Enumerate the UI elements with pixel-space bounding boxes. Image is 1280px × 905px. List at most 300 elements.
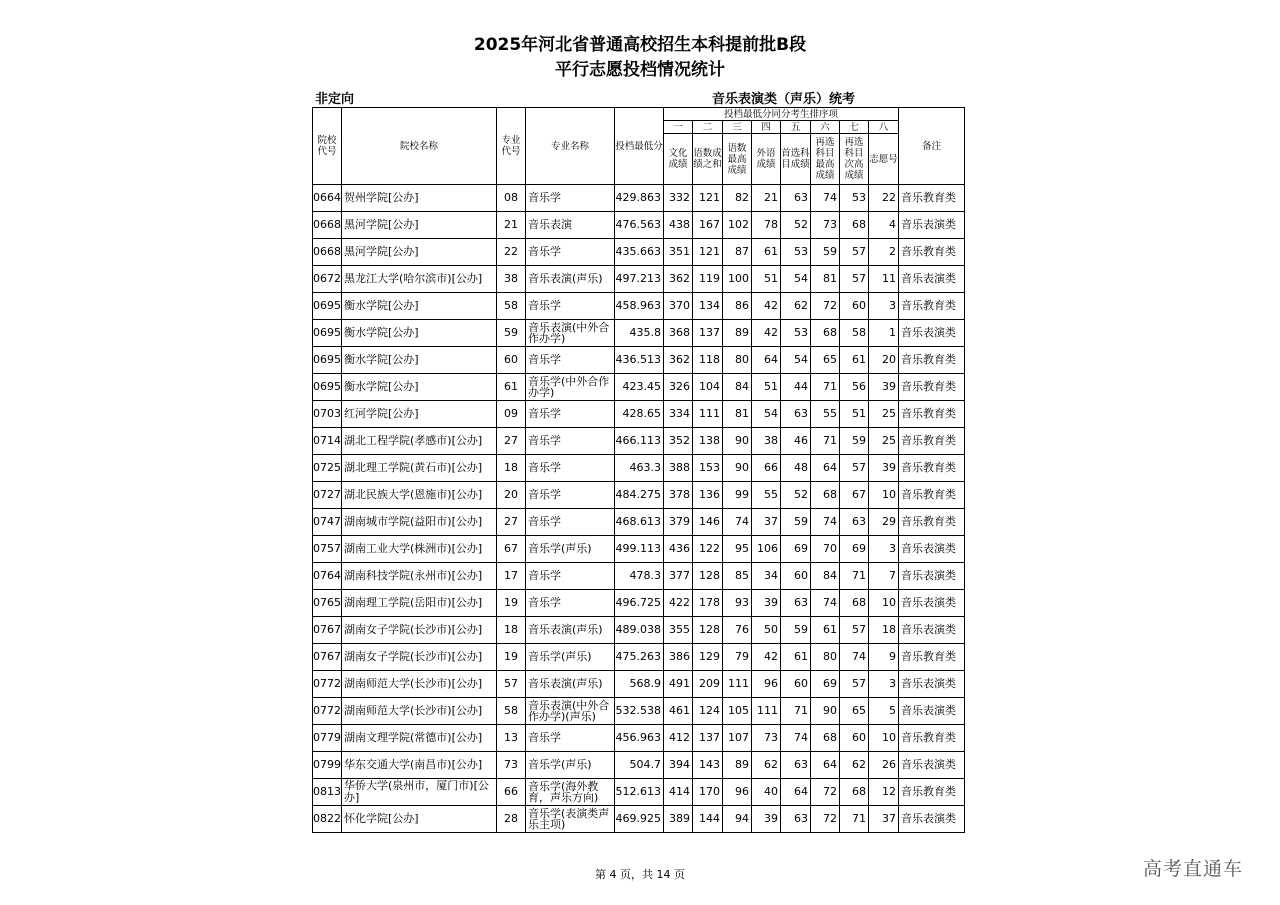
major-name-cell: 音乐学(声乐) bbox=[526, 644, 615, 671]
header-rank: 四 bbox=[752, 121, 781, 134]
school-name-cell: 华东交通大学(南昌市)[公办] bbox=[342, 752, 497, 779]
foreign-language-cell: 61 bbox=[752, 239, 781, 266]
reselect-max-cell: 64 bbox=[811, 455, 840, 482]
school-name-cell: 黑龙江大学(哈尔滨市)[公办] bbox=[342, 266, 497, 293]
header-culture-score: 文化成绩 bbox=[664, 134, 693, 185]
culture-score-cell: 461 bbox=[664, 698, 693, 725]
reselect-max-cell: 72 bbox=[811, 293, 840, 320]
min-score-cell: 463.3 bbox=[615, 455, 664, 482]
first-choice-cell: 63 bbox=[781, 185, 811, 212]
min-score-cell: 497.213 bbox=[615, 266, 664, 293]
table-row bbox=[313, 239, 965, 266]
min-score-cell: 435.663 bbox=[615, 239, 664, 266]
min-score-cell: 469.925 bbox=[615, 806, 664, 833]
table-row bbox=[313, 563, 965, 590]
culture-score-cell: 436 bbox=[664, 536, 693, 563]
choice-number-cell: 25 bbox=[869, 401, 899, 428]
culture-score-cell: 362 bbox=[664, 266, 693, 293]
reselect-second-cell: 71 bbox=[840, 563, 869, 590]
header-major-code: 专业代号 bbox=[497, 108, 526, 185]
reselect-second-cell: 57 bbox=[840, 455, 869, 482]
foreign-language-cell: 62 bbox=[752, 752, 781, 779]
choice-number-cell: 12 bbox=[869, 779, 899, 806]
header-school-code: 院校代号 bbox=[313, 108, 342, 185]
chinese-math-sum-cell: 128 bbox=[693, 563, 723, 590]
reselect-second-cell: 68 bbox=[840, 779, 869, 806]
table-row bbox=[313, 320, 965, 347]
table-row bbox=[313, 779, 965, 806]
chinese-math-sum-cell: 124 bbox=[693, 698, 723, 725]
major-code-cell: 59 bbox=[497, 320, 526, 347]
first-choice-cell: 61 bbox=[781, 644, 811, 671]
foreign-language-cell: 106 bbox=[752, 536, 781, 563]
chinese-math-sum-cell: 121 bbox=[693, 239, 723, 266]
major-name-cell: 音乐表演(声乐) bbox=[526, 671, 615, 698]
header-rank: 八 bbox=[869, 121, 899, 134]
table-row bbox=[313, 725, 965, 752]
school-code-cell: 0727 bbox=[313, 482, 342, 509]
table-row bbox=[313, 374, 965, 401]
school-name-cell: 湖北民族大学(恩施市)[公办] bbox=[342, 482, 497, 509]
reselect-second-cell: 59 bbox=[840, 428, 869, 455]
reselect-max-cell: 69 bbox=[811, 671, 840, 698]
note-cell: 音乐教育类 bbox=[899, 293, 965, 320]
table-row bbox=[313, 617, 965, 644]
reselect-max-cell: 68 bbox=[811, 482, 840, 509]
note-cell: 音乐表演类 bbox=[899, 563, 965, 590]
reselect-second-cell: 61 bbox=[840, 347, 869, 374]
note-cell: 音乐教育类 bbox=[899, 239, 965, 266]
chinese-math-max-cell: 89 bbox=[723, 752, 752, 779]
min-score-cell: 512.613 bbox=[615, 779, 664, 806]
reselect-max-cell: 72 bbox=[811, 779, 840, 806]
culture-score-cell: 386 bbox=[664, 644, 693, 671]
chinese-math-max-cell: 95 bbox=[723, 536, 752, 563]
school-name-cell: 湖南城市学院(益阳市)[公办] bbox=[342, 509, 497, 536]
note-cell: 音乐教育类 bbox=[899, 401, 965, 428]
major-name-cell: 音乐学 bbox=[526, 239, 615, 266]
min-score-cell: 496.725 bbox=[615, 590, 664, 617]
major-code-cell: 13 bbox=[497, 725, 526, 752]
major-name-cell: 音乐学 bbox=[526, 563, 615, 590]
reselect-second-cell: 51 bbox=[840, 401, 869, 428]
note-cell: 音乐表演类 bbox=[899, 671, 965, 698]
choice-number-cell: 5 bbox=[869, 698, 899, 725]
min-score-cell: 466.113 bbox=[615, 428, 664, 455]
chinese-math-sum-cell: 121 bbox=[693, 185, 723, 212]
chinese-math-max-cell: 89 bbox=[723, 320, 752, 347]
first-choice-cell: 69 bbox=[781, 536, 811, 563]
table-row bbox=[313, 698, 965, 725]
culture-score-cell: 412 bbox=[664, 725, 693, 752]
header-min-score: 投档最低分 bbox=[615, 108, 664, 185]
note-cell: 音乐教育类 bbox=[899, 185, 965, 212]
header-note: 备注 bbox=[899, 108, 965, 185]
admission-table bbox=[312, 107, 965, 833]
table-row bbox=[313, 428, 965, 455]
foreign-language-cell: 42 bbox=[752, 293, 781, 320]
choice-number-cell: 20 bbox=[869, 347, 899, 374]
foreign-language-cell: 21 bbox=[752, 185, 781, 212]
school-name-cell: 华侨大学(泉州市，厦门市)[公办] bbox=[342, 779, 497, 806]
choice-number-cell: 3 bbox=[869, 536, 899, 563]
reselect-max-cell: 70 bbox=[811, 536, 840, 563]
table-row bbox=[313, 293, 965, 320]
chinese-math-max-cell: 86 bbox=[723, 293, 752, 320]
school-name-cell: 湖南理工学院(岳阳市)[公办] bbox=[342, 590, 497, 617]
min-score-cell: 429.863 bbox=[615, 185, 664, 212]
chinese-math-max-cell: 76 bbox=[723, 617, 752, 644]
chinese-math-max-cell: 102 bbox=[723, 212, 752, 239]
reselect-second-cell: 74 bbox=[840, 644, 869, 671]
table-row bbox=[313, 482, 965, 509]
header-rank: 三 bbox=[723, 121, 752, 134]
reselect-second-cell: 57 bbox=[840, 266, 869, 293]
first-choice-cell: 63 bbox=[781, 590, 811, 617]
choice-number-cell: 3 bbox=[869, 671, 899, 698]
chinese-math-max-cell: 100 bbox=[723, 266, 752, 293]
chinese-math-sum-cell: 137 bbox=[693, 725, 723, 752]
foreign-language-cell: 55 bbox=[752, 482, 781, 509]
culture-score-cell: 388 bbox=[664, 455, 693, 482]
school-name-cell: 湖南女子学院(长沙市)[公办] bbox=[342, 644, 497, 671]
reselect-second-cell: 68 bbox=[840, 590, 869, 617]
chinese-math-max-cell: 84 bbox=[723, 374, 752, 401]
choice-number-cell: 39 bbox=[869, 374, 899, 401]
table-row bbox=[313, 509, 965, 536]
reselect-max-cell: 73 bbox=[811, 212, 840, 239]
major-code-cell: 09 bbox=[497, 401, 526, 428]
table-row bbox=[313, 185, 965, 212]
reselect-max-cell: 90 bbox=[811, 698, 840, 725]
school-code-cell: 0772 bbox=[313, 698, 342, 725]
header-first-choice: 首选科目成绩 bbox=[781, 134, 811, 185]
choice-number-cell: 26 bbox=[869, 752, 899, 779]
school-code-cell: 0725 bbox=[313, 455, 342, 482]
major-name-cell: 音乐学 bbox=[526, 428, 615, 455]
school-name-cell: 黑河学院[公办] bbox=[342, 212, 497, 239]
header-rank: 一 bbox=[664, 121, 693, 134]
culture-score-cell: 378 bbox=[664, 482, 693, 509]
chinese-math-sum-cell: 137 bbox=[693, 320, 723, 347]
major-code-cell: 18 bbox=[497, 617, 526, 644]
culture-score-cell: 326 bbox=[664, 374, 693, 401]
min-score-cell: 499.113 bbox=[615, 536, 664, 563]
school-name-cell: 湖南师范大学(长沙市)[公办] bbox=[342, 698, 497, 725]
first-choice-cell: 59 bbox=[781, 617, 811, 644]
chinese-math-sum-cell: 178 bbox=[693, 590, 723, 617]
chinese-math-sum-cell: 122 bbox=[693, 536, 723, 563]
header-choice-number: 志愿号 bbox=[869, 134, 899, 185]
foreign-language-cell: 54 bbox=[752, 401, 781, 428]
note-cell: 音乐表演类 bbox=[899, 752, 965, 779]
choice-number-cell: 9 bbox=[869, 644, 899, 671]
school-code-cell: 0747 bbox=[313, 509, 342, 536]
reselect-max-cell: 84 bbox=[811, 563, 840, 590]
culture-score-cell: 377 bbox=[664, 563, 693, 590]
school-code-cell: 0767 bbox=[313, 644, 342, 671]
school-code-cell: 0765 bbox=[313, 590, 342, 617]
chinese-math-max-cell: 90 bbox=[723, 428, 752, 455]
choice-number-cell: 3 bbox=[869, 293, 899, 320]
major-code-cell: 67 bbox=[497, 536, 526, 563]
culture-score-cell: 389 bbox=[664, 806, 693, 833]
chinese-math-sum-cell: 209 bbox=[693, 671, 723, 698]
culture-score-cell: 422 bbox=[664, 590, 693, 617]
major-code-cell: 08 bbox=[497, 185, 526, 212]
chinese-math-max-cell: 82 bbox=[723, 185, 752, 212]
school-code-cell: 0664 bbox=[313, 185, 342, 212]
foreign-language-cell: 42 bbox=[752, 320, 781, 347]
note-cell: 音乐教育类 bbox=[899, 509, 965, 536]
school-code-cell: 0695 bbox=[313, 347, 342, 374]
chinese-math-sum-cell: 153 bbox=[693, 455, 723, 482]
chinese-math-sum-cell: 118 bbox=[693, 347, 723, 374]
note-cell: 音乐教育类 bbox=[899, 779, 965, 806]
major-name-cell: 音乐学 bbox=[526, 185, 615, 212]
major-code-cell: 27 bbox=[497, 428, 526, 455]
first-choice-cell: 48 bbox=[781, 455, 811, 482]
header-chinese-math-max: 语数最高成绩 bbox=[723, 134, 752, 185]
header-rank: 六 bbox=[811, 121, 840, 134]
school-code-cell: 0764 bbox=[313, 563, 342, 590]
culture-score-cell: 394 bbox=[664, 752, 693, 779]
school-name-cell: 衡水学院[公办] bbox=[342, 347, 497, 374]
choice-number-cell: 39 bbox=[869, 455, 899, 482]
major-name-cell: 音乐表演(中外合作办学) bbox=[526, 320, 615, 347]
reselect-max-cell: 80 bbox=[811, 644, 840, 671]
school-code-cell: 0703 bbox=[313, 401, 342, 428]
chinese-math-max-cell: 93 bbox=[723, 590, 752, 617]
school-name-cell: 衡水学院[公办] bbox=[342, 320, 497, 347]
school-code-cell: 0772 bbox=[313, 671, 342, 698]
table-body bbox=[313, 185, 965, 833]
page-subtitle: 平行志愿投档情况统计 bbox=[555, 60, 725, 80]
chinese-math-max-cell: 99 bbox=[723, 482, 752, 509]
choice-number-cell: 1 bbox=[869, 320, 899, 347]
major-name-cell: 音乐学(表演类声乐主项) bbox=[526, 806, 615, 833]
header-school-name: 院校名称 bbox=[342, 108, 497, 185]
chinese-math-max-cell: 81 bbox=[723, 401, 752, 428]
note-cell: 音乐教育类 bbox=[899, 428, 965, 455]
min-score-cell: 532.538 bbox=[615, 698, 664, 725]
first-choice-cell: 63 bbox=[781, 401, 811, 428]
chinese-math-sum-cell: 119 bbox=[693, 266, 723, 293]
chinese-math-sum-cell: 129 bbox=[693, 644, 723, 671]
category-label: 非定向 bbox=[315, 92, 355, 107]
major-name-cell: 音乐学(海外教育，声乐方向) bbox=[526, 779, 615, 806]
first-choice-cell: 52 bbox=[781, 482, 811, 509]
foreign-language-cell: 39 bbox=[752, 590, 781, 617]
major-name-cell: 音乐表演(声乐) bbox=[526, 617, 615, 644]
major-name-cell: 音乐学 bbox=[526, 293, 615, 320]
header-rank: 二 bbox=[693, 121, 723, 134]
school-name-cell: 怀化学院[公办] bbox=[342, 806, 497, 833]
foreign-language-cell: 96 bbox=[752, 671, 781, 698]
major-code-cell: 58 bbox=[497, 698, 526, 725]
first-choice-cell: 74 bbox=[781, 725, 811, 752]
min-score-cell: 568.9 bbox=[615, 671, 664, 698]
major-code-cell: 20 bbox=[497, 482, 526, 509]
chinese-math-max-cell: 85 bbox=[723, 563, 752, 590]
school-name-cell: 湖南师范大学(长沙市)[公办] bbox=[342, 671, 497, 698]
major-name-cell: 音乐学(声乐) bbox=[526, 752, 615, 779]
first-choice-cell: 52 bbox=[781, 212, 811, 239]
foreign-language-cell: 37 bbox=[752, 509, 781, 536]
school-code-cell: 0695 bbox=[313, 374, 342, 401]
culture-score-cell: 351 bbox=[664, 239, 693, 266]
reselect-max-cell: 74 bbox=[811, 509, 840, 536]
header-reselect-second: 再选科目次高成绩 bbox=[840, 134, 869, 185]
table-row bbox=[313, 212, 965, 239]
choice-number-cell: 11 bbox=[869, 266, 899, 293]
chinese-math-sum-cell: 128 bbox=[693, 617, 723, 644]
first-choice-cell: 46 bbox=[781, 428, 811, 455]
chinese-math-max-cell: 90 bbox=[723, 455, 752, 482]
culture-score-cell: 368 bbox=[664, 320, 693, 347]
major-name-cell: 音乐学 bbox=[526, 482, 615, 509]
min-score-cell: 436.513 bbox=[615, 347, 664, 374]
note-cell: 音乐教育类 bbox=[899, 455, 965, 482]
chinese-math-sum-cell: 146 bbox=[693, 509, 723, 536]
table-header bbox=[313, 108, 965, 185]
note-cell: 音乐表演类 bbox=[899, 536, 965, 563]
foreign-language-cell: 51 bbox=[752, 374, 781, 401]
school-name-cell: 湖南文理学院(常德市)[公办] bbox=[342, 725, 497, 752]
chinese-math-sum-cell: 170 bbox=[693, 779, 723, 806]
school-code-cell: 0757 bbox=[313, 536, 342, 563]
reselect-second-cell: 57 bbox=[840, 239, 869, 266]
note-cell: 音乐教育类 bbox=[899, 725, 965, 752]
chinese-math-max-cell: 94 bbox=[723, 806, 752, 833]
reselect-max-cell: 59 bbox=[811, 239, 840, 266]
min-score-cell: 458.963 bbox=[615, 293, 664, 320]
page-footer: 第 4 页，共 14 页 bbox=[595, 868, 685, 881]
major-code-cell: 22 bbox=[497, 239, 526, 266]
choice-number-cell: 10 bbox=[869, 482, 899, 509]
first-choice-cell: 53 bbox=[781, 239, 811, 266]
foreign-language-cell: 111 bbox=[752, 698, 781, 725]
reselect-second-cell: 65 bbox=[840, 698, 869, 725]
chinese-math-max-cell: 87 bbox=[723, 239, 752, 266]
header-group: 投档最低分同分考生排序项 bbox=[664, 108, 899, 121]
major-name-cell: 音乐学 bbox=[526, 509, 615, 536]
school-code-cell: 0668 bbox=[313, 212, 342, 239]
first-choice-cell: 53 bbox=[781, 320, 811, 347]
school-code-cell: 0767 bbox=[313, 617, 342, 644]
first-choice-cell: 44 bbox=[781, 374, 811, 401]
first-choice-cell: 64 bbox=[781, 779, 811, 806]
major-code-cell: 60 bbox=[497, 347, 526, 374]
foreign-language-cell: 42 bbox=[752, 644, 781, 671]
school-code-cell: 0779 bbox=[313, 725, 342, 752]
min-score-cell: 475.263 bbox=[615, 644, 664, 671]
culture-score-cell: 334 bbox=[664, 401, 693, 428]
major-code-cell: 21 bbox=[497, 212, 526, 239]
culture-score-cell: 491 bbox=[664, 671, 693, 698]
chinese-math-max-cell: 74 bbox=[723, 509, 752, 536]
page-title: 2025年河北省普通高校招生本科提前批B段 bbox=[473, 35, 807, 55]
first-choice-cell: 59 bbox=[781, 509, 811, 536]
chinese-math-sum-cell: 111 bbox=[693, 401, 723, 428]
school-code-cell: 0813 bbox=[313, 779, 342, 806]
major-code-cell: 58 bbox=[497, 293, 526, 320]
major-name-cell: 音乐学 bbox=[526, 347, 615, 374]
reselect-second-cell: 60 bbox=[840, 293, 869, 320]
min-score-cell: 478.3 bbox=[615, 563, 664, 590]
note-cell: 音乐表演类 bbox=[899, 266, 965, 293]
reselect-second-cell: 69 bbox=[840, 536, 869, 563]
school-name-cell: 湖南工业大学(株洲市)[公办] bbox=[342, 536, 497, 563]
reselect-max-cell: 74 bbox=[811, 185, 840, 212]
choice-number-cell: 25 bbox=[869, 428, 899, 455]
reselect-max-cell: 72 bbox=[811, 806, 840, 833]
foreign-language-cell: 50 bbox=[752, 617, 781, 644]
major-code-cell: 19 bbox=[497, 590, 526, 617]
reselect-max-cell: 74 bbox=[811, 590, 840, 617]
reselect-max-cell: 81 bbox=[811, 266, 840, 293]
reselect-max-cell: 71 bbox=[811, 374, 840, 401]
choice-number-cell: 2 bbox=[869, 239, 899, 266]
school-name-cell: 衡水学院[公办] bbox=[342, 374, 497, 401]
school-code-cell: 0799 bbox=[313, 752, 342, 779]
foreign-language-cell: 51 bbox=[752, 266, 781, 293]
first-choice-cell: 62 bbox=[781, 293, 811, 320]
chinese-math-max-cell: 107 bbox=[723, 725, 752, 752]
reselect-second-cell: 57 bbox=[840, 617, 869, 644]
chinese-math-max-cell: 80 bbox=[723, 347, 752, 374]
reselect-second-cell: 53 bbox=[840, 185, 869, 212]
culture-score-cell: 379 bbox=[664, 509, 693, 536]
table-row bbox=[313, 347, 965, 374]
major-code-cell: 73 bbox=[497, 752, 526, 779]
min-score-cell: 435.8 bbox=[615, 320, 664, 347]
major-code-cell: 18 bbox=[497, 455, 526, 482]
reselect-second-cell: 58 bbox=[840, 320, 869, 347]
culture-score-cell: 362 bbox=[664, 347, 693, 374]
chinese-math-sum-cell: 104 bbox=[693, 374, 723, 401]
reselect-second-cell: 71 bbox=[840, 806, 869, 833]
note-cell: 音乐教育类 bbox=[899, 374, 965, 401]
culture-score-cell: 355 bbox=[664, 617, 693, 644]
major-name-cell: 音乐表演(中外合作办学)(声乐) bbox=[526, 698, 615, 725]
reselect-second-cell: 57 bbox=[840, 671, 869, 698]
chinese-math-sum-cell: 167 bbox=[693, 212, 723, 239]
reselect-max-cell: 61 bbox=[811, 617, 840, 644]
table-row bbox=[313, 644, 965, 671]
note-cell: 音乐教育类 bbox=[899, 644, 965, 671]
reselect-second-cell: 63 bbox=[840, 509, 869, 536]
culture-score-cell: 352 bbox=[664, 428, 693, 455]
header-chinese-math-sum: 语数成绩之和 bbox=[693, 134, 723, 185]
reselect-max-cell: 64 bbox=[811, 752, 840, 779]
note-cell: 音乐表演类 bbox=[899, 698, 965, 725]
table-row bbox=[313, 806, 965, 833]
min-score-cell: 456.963 bbox=[615, 725, 664, 752]
major-name-cell: 音乐学(中外合作办学) bbox=[526, 374, 615, 401]
note-cell: 音乐教育类 bbox=[899, 347, 965, 374]
choice-number-cell: 22 bbox=[869, 185, 899, 212]
table-row bbox=[313, 455, 965, 482]
foreign-language-cell: 40 bbox=[752, 779, 781, 806]
first-choice-cell: 60 bbox=[781, 671, 811, 698]
choice-number-cell: 4 bbox=[869, 212, 899, 239]
major-name-cell: 音乐表演(声乐) bbox=[526, 266, 615, 293]
school-code-cell: 0714 bbox=[313, 428, 342, 455]
header-foreign-language: 外语成绩 bbox=[752, 134, 781, 185]
school-name-cell: 湖南女子学院(长沙市)[公办] bbox=[342, 617, 497, 644]
school-name-cell: 衡水学院[公办] bbox=[342, 293, 497, 320]
